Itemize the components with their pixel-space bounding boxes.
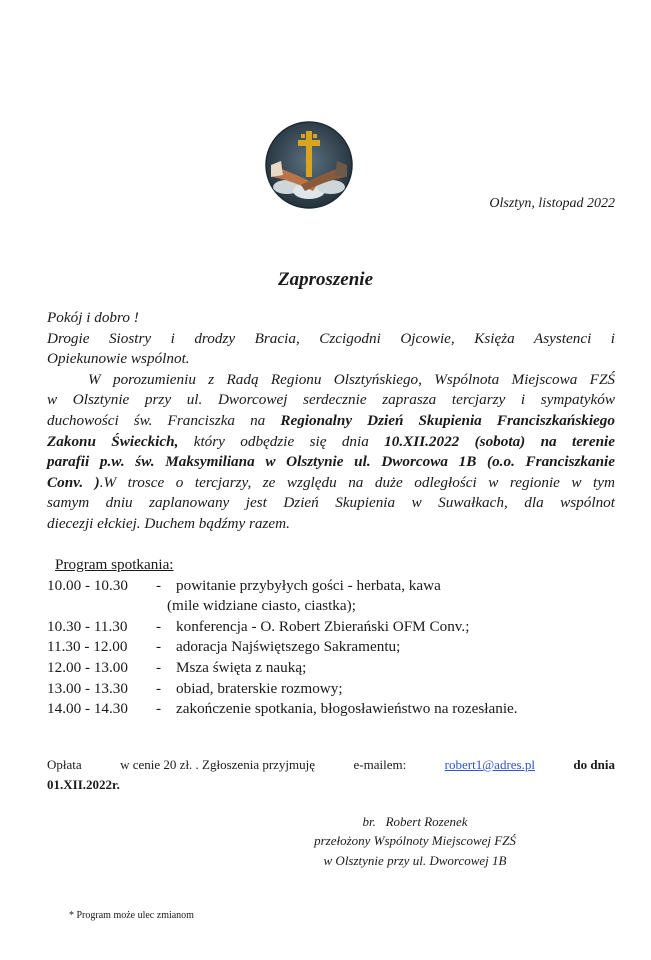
program-row: [47, 658, 617, 679]
program-dash: -: [156, 617, 162, 635]
program-schedule: [47, 555, 617, 720]
program-description: konferencja - O. Robert Zbierański OFM Conv.;: [176, 617, 470, 635]
address-line: Drogie Siostry i drodzy Bracia, Czcigodni Ojcowie, Księża Asystenci i: [47, 329, 615, 347]
deadline-date: 01.XII.2022r.: [47, 777, 120, 792]
program-row: [47, 699, 617, 720]
venue-bold: Conv. ): [47, 473, 100, 491]
fee-email-label: e-mailem:: [353, 757, 407, 772]
event-date-bold: 10.XII.2022 (sobota) na terenie: [384, 432, 615, 450]
address-line: Opiekunowie wspólnot.: [47, 350, 190, 368]
paragraph-line: [47, 411, 615, 432]
venue-bold: parafii p.w. św. Maksymiliana w Olsztynie ul. Dworcowa 1B (o.o. Franciszkanie: [47, 453, 615, 471]
program-description: obiad, braterskie rozmowy;: [176, 679, 343, 697]
greeting: Pokój i dobro !: [47, 309, 139, 326]
place-date: Olsztyn, listopad 2022: [489, 196, 615, 211]
program-time: 11.30 - 12.00: [47, 638, 128, 656]
signer-name: br. Robert Rozenek: [362, 814, 468, 829]
paragraph-line: [47, 432, 615, 453]
paragraph-text: duchowości św. Franciszka na: [47, 411, 281, 429]
program-dash: -: [156, 679, 162, 697]
page-title: Zaproszenie: [278, 269, 373, 290]
program-description: zakończenie spotkania, błogosławieństwo na rozesłanie.: [176, 700, 518, 718]
footnote: * Program może ulec zmianom: [69, 910, 194, 921]
signer-place: w Olsztynie przy ul. Dworcowej 1B: [323, 852, 507, 868]
program-description: adoracja Najświętszego Sakramentu;: [176, 638, 401, 656]
deadline-label: do dnia: [573, 757, 615, 772]
signer-role: przełożony Wspólnoty Miejscowej FZŚ: [314, 833, 516, 849]
program-description: powitanie przybyłych gości - herbata, kawa: [176, 576, 441, 594]
program-dash: -: [156, 576, 162, 594]
franciscan-emblem-icon: [265, 121, 353, 209]
fee-info: [47, 755, 615, 795]
program-dash: -: [156, 700, 162, 718]
fee-line: [47, 775, 615, 795]
program-row: [47, 679, 617, 700]
paragraph-line: [47, 473, 615, 494]
program-row: [47, 637, 617, 658]
program-dash: -: [156, 638, 162, 656]
fee-text: w cenie 20 zł. . Zgłoszenia przyjmuję: [120, 757, 316, 772]
letter-body: [47, 308, 615, 535]
program-row: [47, 576, 617, 597]
paragraph-line: W porozumieniu z Radą Regionu Olsztyńskiego, Wspólnota Miejscowa FZŚ: [88, 370, 615, 388]
paragraph-line: diecezji ełckiej. Duchem bądźmy razem.: [47, 514, 290, 532]
program-row: [47, 617, 617, 638]
program-time: 13.00 - 13.30: [47, 679, 128, 697]
paragraph-line: w Olsztynie przy ul. Dworcowej serdecznie zaprasza tercjarzy i sympatyków: [47, 391, 615, 409]
event-name-bold: Zakonu Świeckich,: [47, 432, 179, 450]
program-dash: -: [156, 658, 162, 676]
email-link[interactable]: robert1@adres.pl: [444, 757, 535, 772]
signature-block: [310, 812, 520, 870]
fee-line: [47, 755, 615, 775]
program-time: 12.00 - 13.00: [47, 658, 128, 676]
program-time: 14.00 - 14.30: [47, 700, 128, 718]
paragraph-line: samym dniu zaplanowany jest Dzień Skupienia w Suwałkach, dla wspólnot: [47, 494, 615, 512]
program-time: 10.30 - 11.30: [47, 617, 128, 635]
event-name-bold: Regionalny Dzień Skupienia Franciszkańskiego: [280, 411, 615, 429]
paragraph-line: [47, 452, 615, 473]
paragraph-text: który odbędzie się dnia: [178, 432, 385, 450]
program-description-continued: (mile widziane ciasto, ciastka);: [167, 597, 356, 615]
fee-label: Opłata: [47, 757, 82, 772]
paragraph-text: .W trosce o tercjarzy, ze względu na duże odległości w regionie w tym: [99, 473, 615, 491]
program-heading: Program spotkania:: [55, 556, 174, 573]
program-time: 10.00 - 10.30: [47, 576, 128, 594]
program-description: Msza święta z nauką;: [176, 658, 307, 676]
